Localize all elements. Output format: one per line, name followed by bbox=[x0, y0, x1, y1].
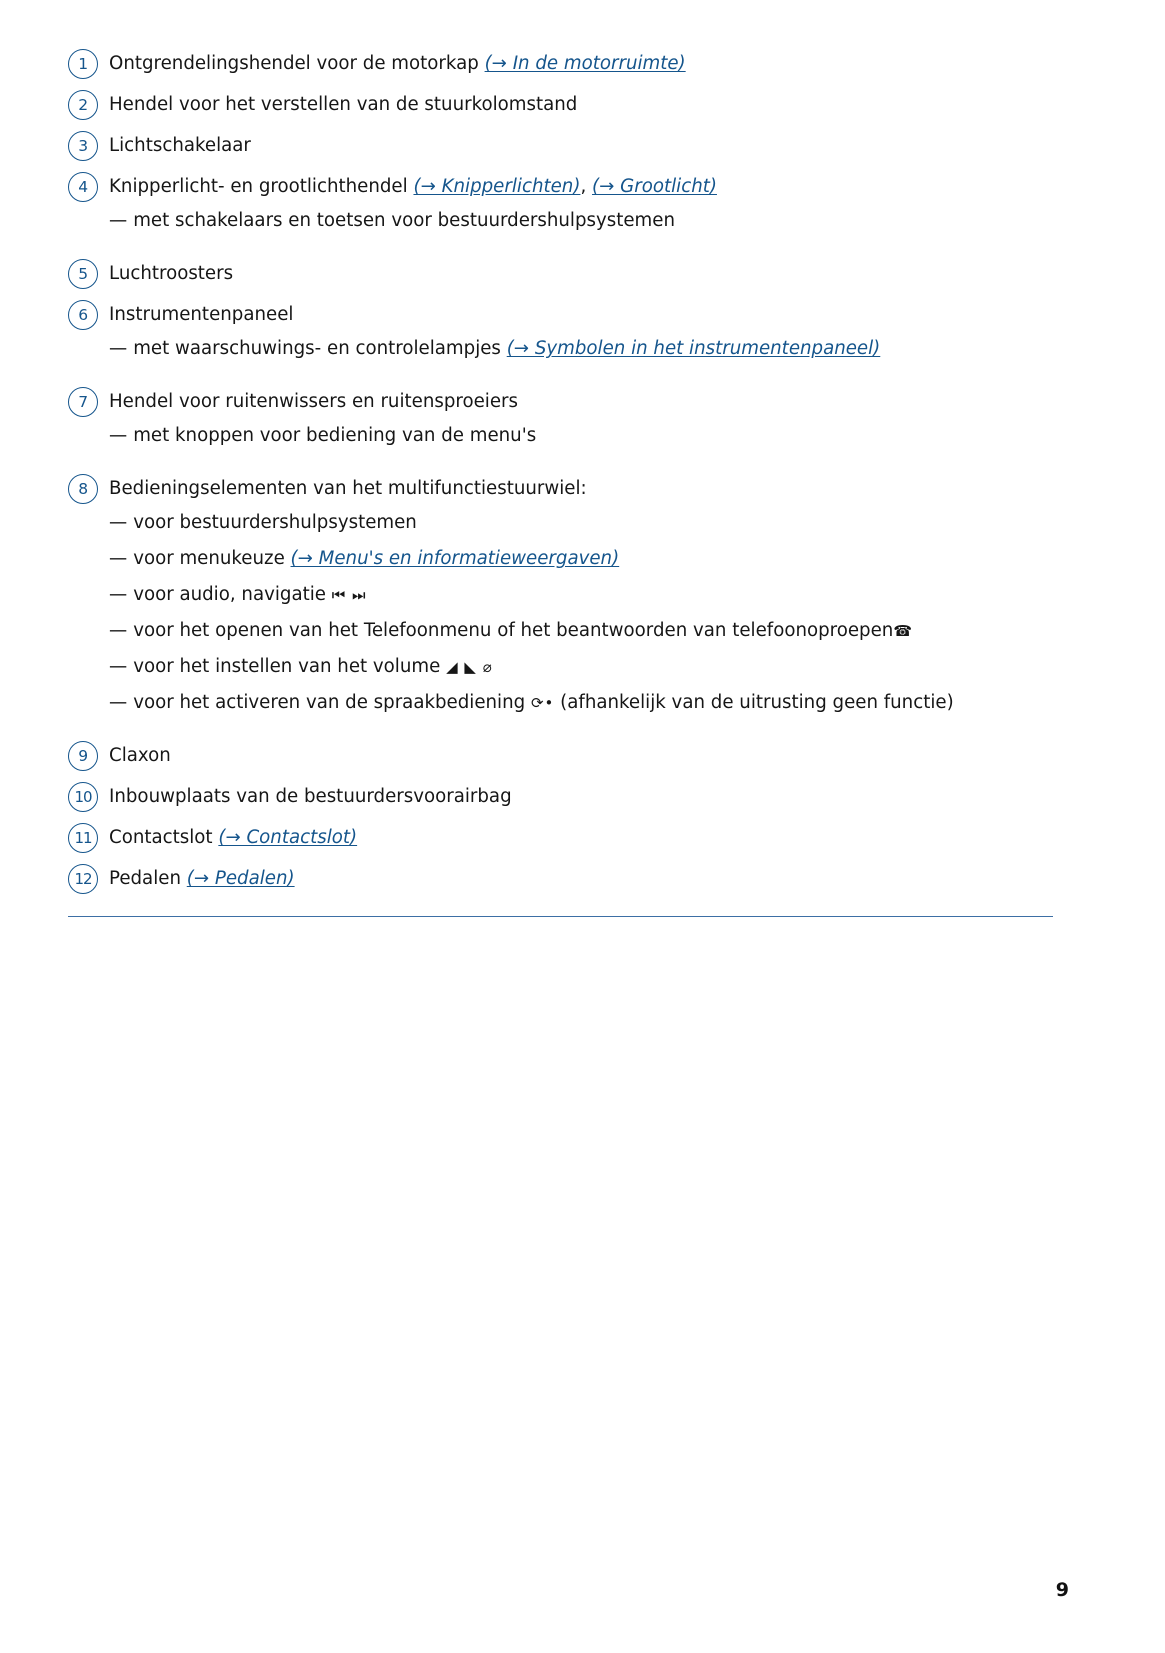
item-label: Instrumentenpaneel bbox=[109, 304, 294, 325]
list-item bbox=[68, 740, 1053, 771]
sub-list bbox=[68, 334, 1053, 364]
item-number-badge: 7 bbox=[68, 387, 98, 417]
item-text bbox=[109, 171, 717, 202]
list-item bbox=[68, 863, 1053, 894]
item-text bbox=[109, 258, 233, 289]
media-skip-icon: ⏮ ⏭ bbox=[331, 586, 367, 604]
item-label: Ontgrendelingshendel voor de motorkap bbox=[109, 53, 485, 74]
sub-item-label: voor het openen van het Telefoonmenu of het beantwoorden van telefoonoproepen bbox=[133, 620, 894, 641]
item-label: Claxon bbox=[109, 745, 171, 766]
sub-item bbox=[109, 206, 1053, 236]
item-number-badge: 6 bbox=[68, 300, 98, 330]
item-number-badge: 4 bbox=[68, 172, 98, 202]
page-number: 9 bbox=[1055, 1579, 1069, 1601]
list-item bbox=[68, 258, 1053, 289]
section-spacer bbox=[68, 724, 1053, 740]
sub-item bbox=[109, 652, 1053, 682]
item-text bbox=[109, 89, 577, 120]
list-item bbox=[68, 386, 1053, 417]
dash-marker: — bbox=[109, 692, 128, 713]
list-item bbox=[68, 130, 1053, 161]
sub-item-note: (afhankelijk van de uitrusting geen functie) bbox=[554, 692, 954, 713]
sub-list bbox=[68, 421, 1053, 451]
item-label: Knipperlicht- en grootlichthendel bbox=[109, 176, 414, 197]
item-text bbox=[109, 822, 357, 853]
section-divider bbox=[68, 916, 1053, 917]
item-label: Contactslot bbox=[109, 827, 219, 848]
list-item bbox=[68, 171, 1053, 202]
list-item bbox=[68, 89, 1053, 120]
sub-item-label: met knoppen voor bediening van de menu's bbox=[133, 425, 537, 446]
item-label: Pedalen bbox=[109, 868, 187, 889]
dash-marker: — bbox=[109, 548, 128, 569]
item-label: Inbouwplaats van de bestuurdersvoorairbag bbox=[109, 786, 512, 807]
sub-item bbox=[109, 688, 1053, 718]
section-spacer bbox=[68, 242, 1053, 258]
separator: , bbox=[580, 176, 593, 197]
cross-reference-link[interactable]: (→ Knipperlichten) bbox=[413, 176, 581, 197]
phone-icon: ☎ bbox=[893, 622, 913, 640]
list-item bbox=[68, 822, 1053, 853]
item-number-badge: 1 bbox=[68, 49, 98, 79]
voice-control-icon: ⟳• bbox=[530, 694, 555, 712]
dash-marker: — bbox=[109, 512, 128, 533]
item-number-badge: 8 bbox=[68, 474, 98, 504]
item-text bbox=[109, 473, 587, 504]
item-label: Luchtroosters bbox=[109, 263, 234, 284]
sub-item bbox=[109, 334, 1053, 364]
dash-marker: — bbox=[109, 338, 128, 359]
cross-reference-link[interactable]: (→ Contactslot) bbox=[218, 827, 358, 848]
item-text bbox=[109, 740, 171, 771]
dash-marker: — bbox=[109, 584, 128, 605]
section-spacer bbox=[68, 457, 1053, 473]
list-item bbox=[68, 299, 1053, 330]
sub-item bbox=[109, 616, 1053, 646]
sub-list bbox=[68, 206, 1053, 236]
sub-item-label: voor audio, navigatie bbox=[133, 584, 332, 605]
cross-reference-link[interactable]: (→ Symbolen in het instrumentenpaneel) bbox=[506, 338, 881, 359]
item-number-badge: 5 bbox=[68, 259, 98, 289]
sub-item bbox=[109, 580, 1053, 610]
sub-item-label: voor bestuurdershulpsystemen bbox=[133, 512, 417, 533]
cross-reference-link[interactable]: (→ Menu's en informatieweergaven) bbox=[290, 548, 620, 569]
item-number-badge: 12 bbox=[68, 864, 98, 894]
sub-item bbox=[109, 544, 1053, 574]
list-item bbox=[68, 781, 1053, 812]
item-number-badge: 10 bbox=[68, 782, 98, 812]
item-label: Bedieningselementen van het multifunctiestuurwiel: bbox=[109, 478, 587, 499]
sub-item-label: voor menukeuze bbox=[133, 548, 291, 569]
item-label: Hendel voor het verstellen van de stuurkolomstand bbox=[109, 94, 578, 115]
item-text bbox=[109, 299, 293, 330]
section-spacer bbox=[68, 370, 1053, 386]
sub-item-label: voor het activeren van de spraakbediening bbox=[133, 692, 531, 713]
sub-item bbox=[109, 421, 1053, 451]
item-label: Lichtschakelaar bbox=[109, 135, 251, 156]
dash-marker: — bbox=[109, 620, 128, 641]
item-text bbox=[109, 130, 251, 161]
dash-marker: — bbox=[109, 656, 128, 677]
item-text bbox=[109, 48, 686, 79]
item-text bbox=[109, 386, 518, 417]
cross-reference-link[interactable]: (→ In de motorruimte) bbox=[484, 53, 686, 74]
sub-item bbox=[109, 508, 1053, 538]
item-label: Hendel voor ruitenwissers en ruitensproeiers bbox=[109, 391, 518, 412]
item-text bbox=[109, 863, 295, 894]
item-number-badge: 3 bbox=[68, 131, 98, 161]
dash-marker: — bbox=[109, 425, 128, 446]
sub-list bbox=[68, 508, 1053, 718]
sub-item-label: voor het instellen van het volume bbox=[133, 656, 447, 677]
item-number-badge: 9 bbox=[68, 741, 98, 771]
list-item bbox=[68, 473, 1053, 504]
volume-icon: ◢ ◣ ⌀ bbox=[446, 658, 493, 676]
cross-reference-link-2[interactable]: (→ Grootlicht) bbox=[592, 176, 717, 197]
sub-item-label: met waarschuwings- en controlelampjes bbox=[133, 338, 507, 359]
item-text bbox=[109, 781, 512, 812]
sub-item-label: met schakelaars en toetsen voor bestuurdershulpsystemen bbox=[133, 210, 675, 231]
list-item bbox=[68, 48, 1053, 79]
cross-reference-link[interactable]: (→ Pedalen) bbox=[186, 868, 295, 889]
legend-list bbox=[68, 48, 1053, 917]
dash-marker: — bbox=[109, 210, 128, 231]
item-number-badge: 2 bbox=[68, 90, 98, 120]
item-number-badge: 11 bbox=[68, 823, 98, 853]
